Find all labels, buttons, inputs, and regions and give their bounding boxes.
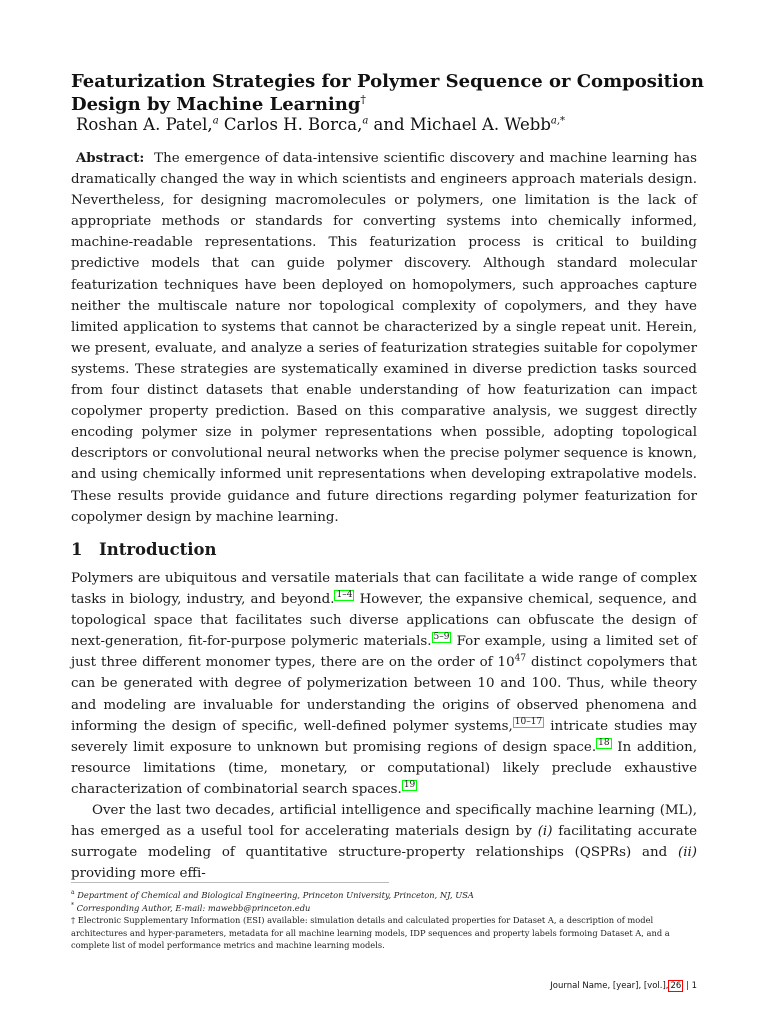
running-footer bbox=[550, 980, 697, 992]
author-list bbox=[76, 114, 565, 136]
author-affiliation: a,* bbox=[550, 115, 566, 127]
footnote-text: Corresponding Author, E-mail: mawebb@princeton.edu bbox=[76, 902, 311, 913]
text-run: providing more effi- bbox=[71, 866, 206, 882]
footnote-mark: * bbox=[71, 901, 74, 909]
citation-link[interactable]: 1–4 bbox=[336, 590, 353, 601]
footnote-mark: † bbox=[71, 915, 76, 926]
page-ref-link[interactable]: 26 bbox=[670, 981, 682, 991]
author: Carlos H. Borca, bbox=[223, 115, 363, 134]
text-run: For example, using a limited set of just three different monomer types, there are on the order of 10 bbox=[71, 634, 697, 671]
text-run: In addition, resource limitations (time, monetary, or computational) likely preclude exhaustive characterization of combinatorial search spaces. bbox=[71, 739, 697, 797]
footnote-esi bbox=[71, 914, 697, 952]
footnotes bbox=[71, 889, 697, 952]
citation-link[interactable]: 18 bbox=[598, 737, 610, 748]
author-affiliation: a bbox=[212, 115, 219, 127]
text-run: intricate studies may severely limit exposure to unknown but promising regions of design space. bbox=[71, 718, 697, 755]
introduction-body bbox=[71, 568, 697, 884]
footnote-affiliation bbox=[71, 889, 697, 902]
abstract-label: Abstract: bbox=[75, 150, 145, 166]
title-text: Featurization Strategies for Polymer Sequence or Composition Design by Machine Learning bbox=[71, 71, 704, 115]
paragraph bbox=[71, 800, 697, 884]
author: and Michael A. Webb bbox=[373, 115, 551, 134]
paper-title bbox=[71, 70, 711, 116]
citation-link[interactable]: 10–17 bbox=[514, 716, 543, 727]
section-title: Introduction bbox=[99, 540, 217, 559]
text-run: facilitating accurate surrogate modeling of quantitative structure-property relationships (QSPRs) and bbox=[71, 824, 697, 861]
journal-info: Journal Name, [year], [vol.], bbox=[550, 981, 669, 991]
footnote-rule bbox=[71, 882, 389, 883]
page-number: | 1 bbox=[686, 981, 697, 991]
enumeration-marker: (i) bbox=[537, 824, 553, 840]
section-heading bbox=[71, 540, 217, 559]
abstract bbox=[71, 148, 697, 528]
text-run: However, the expansive chemical, sequence, and topological space that facilitates such diverse applications can obfuscate the design of next-generation, fit-for-purpose polymeric materials. bbox=[71, 592, 697, 650]
text-run: Over the last two decades, artificial intelligence and specifically machine learning (ML), has emerged as a useful tool for accelerating materials design by bbox=[71, 803, 697, 840]
paper-page bbox=[71, 0, 704, 1024]
section-number: 1 bbox=[71, 540, 83, 559]
paragraph bbox=[71, 568, 697, 800]
footnote-text: Electronic Supplementary Information (ESI) available: simulation details and calculated properties for Dataset A, a description of model architectures and hyper-parameters, metadata for all machine learning models, IDP sequences and property labels formoing Dataset A, and a complete list of model performance metrics and machine learning models. bbox=[71, 915, 670, 951]
footnote-mark: a bbox=[71, 889, 75, 897]
text-run: distinct copolymers that can be generated with degree of polymerization between 10 and 100. Thus, while theory and modeling are invaluable for understanding the origins of observed phenomena and informing the design of specific, well-defined polymer systems, bbox=[71, 655, 697, 734]
text-run: Polymers are ubiquitous and versatile materials that can facilitate a wide range of complex tasks in biology, industry, and beyond. bbox=[71, 571, 697, 608]
citation-link[interactable]: 5–9 bbox=[433, 632, 450, 643]
citation-link[interactable]: 19 bbox=[403, 779, 416, 790]
exponent: 47 bbox=[514, 653, 527, 664]
title-footnote-mark: † bbox=[360, 93, 366, 106]
footnote-corresponding bbox=[71, 902, 697, 915]
abstract-text: The emergence of data-intensive scientific discovery and machine learning has dramatically changed the way in which scientists and engineers approach materials design. Nevertheless, for designing macromolecules or polymers, one limitation is the lack of appropriate methods or standards for converting systems into chemically informed, machine-readable representations. This featurization process is critical to building predictive models that can guide polymer discovery. Although standard molecular featurization techniques have been deployed on homopolymers, such approaches capture neither the multiscale nature nor topological complexity of copolymers, and they have limited application to systems that cannot be characterized by a single repeat unit. Herein, we present, evaluate, and analyze a series of featurization strategies suitable for copolymer systems. These strategies are systematically examined in diverse prediction tasks sourced from four distinct datasets that enable understanding of how featurization can impact copolymer property prediction. Based on this comparative analysis, we suggest directly encoding polymer size in polymer representations when possible, adopting topological descriptors or convolutional neural networks when the precise polymer sequence is known, and using chemically informed unit representations when developing extrapolative models. These results provide guidance and future directions regarding polymer featurization for copolymer design by machine learning. bbox=[71, 151, 697, 525]
author: Roshan A. Patel, bbox=[76, 115, 213, 134]
author-affiliation: a bbox=[362, 115, 369, 127]
enumeration-marker: (ii) bbox=[677, 845, 697, 861]
footnote-text: Department of Chemical and Biological Engineering, Princeton University, Princeton, NJ, USA bbox=[77, 890, 474, 900]
